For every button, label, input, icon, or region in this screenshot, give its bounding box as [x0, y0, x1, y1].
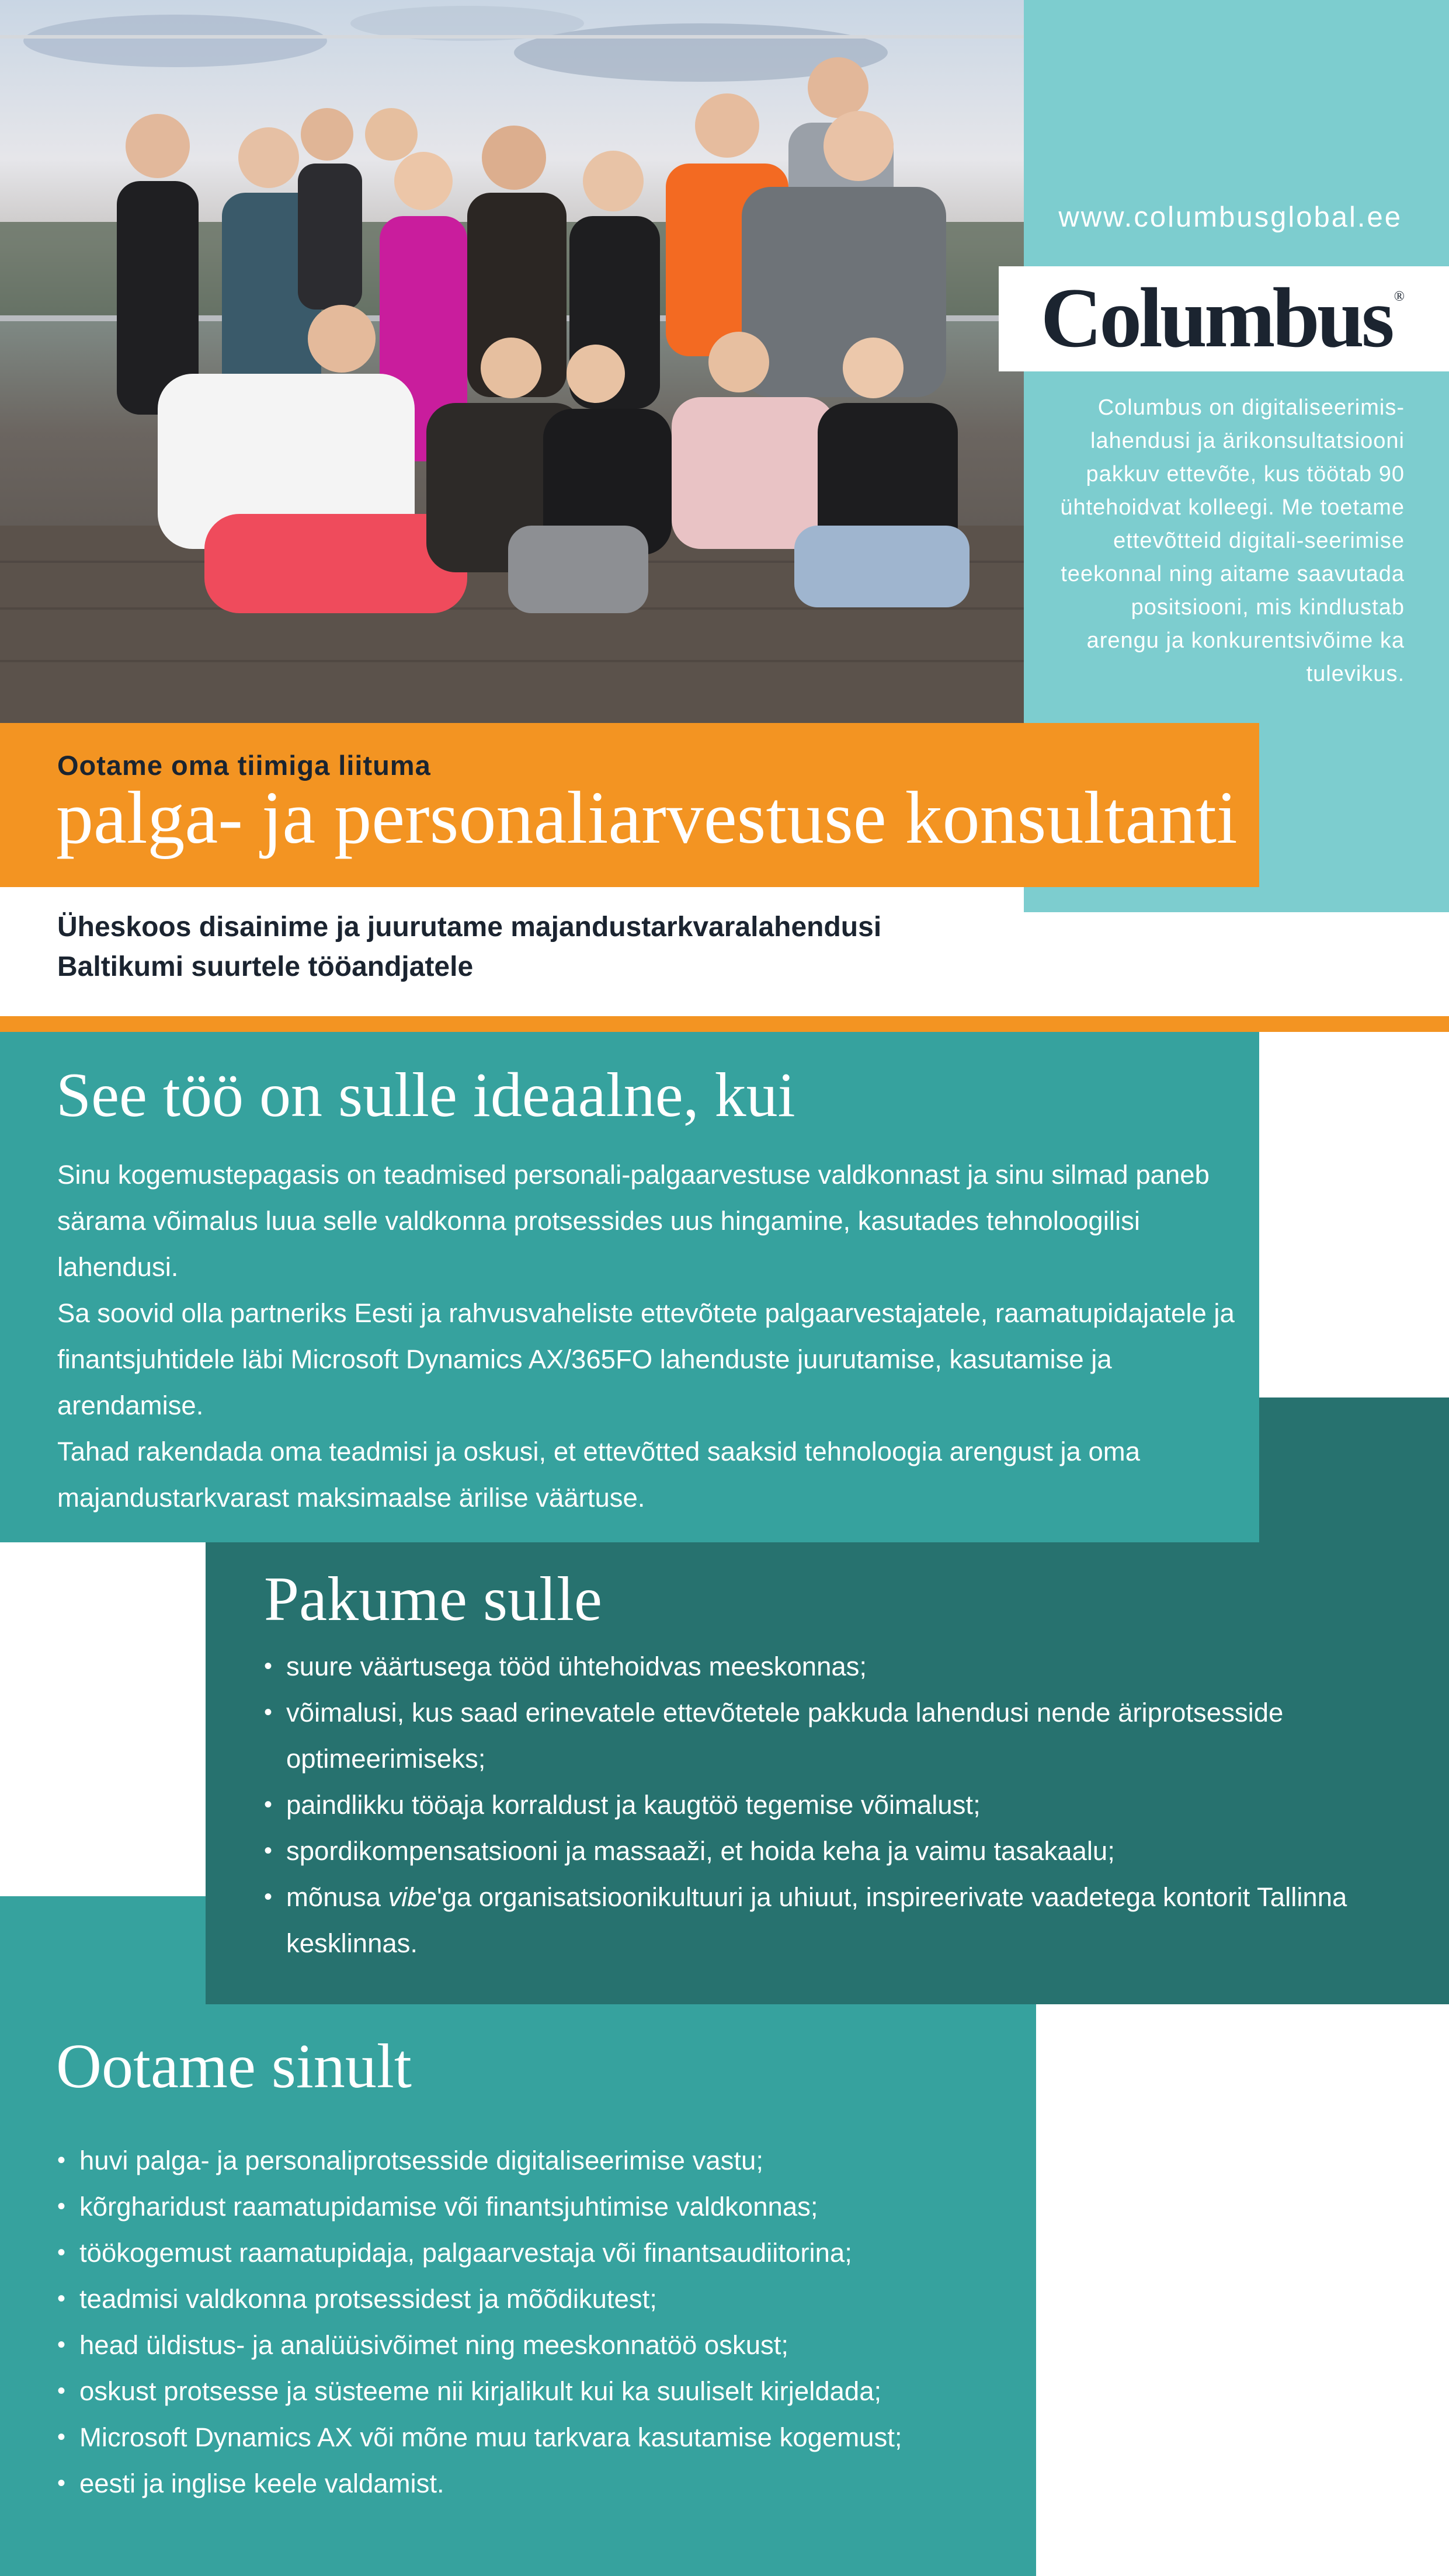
company-intro: Columbus on digitaliseerimis-lahendusi ja ärikonsultatsiooni pakkuv ettevõte, kus töötab 90 ühtehoidvat kolleegi. Me toetame ettevõtteid digitali-seerimise teekonnal ning aitame saavutada positsiooni, mis kindlustab arengu ja konkurentsivõime ka tulevikus. — [1060, 395, 1405, 686]
logo-text: Columbus — [1040, 270, 1392, 365]
list-item: • spordikompensatsiooni ja massaaži, et hoida keha ja vaimu tasakaalu; — [264, 1828, 1426, 1874]
list-item — [264, 1874, 1426, 1966]
team-photo — [0, 0, 1024, 723]
list-item: • võimalusi, kus saad erinevatele ettevõtetele pakkuda lahendusi nende äriprotsesside optimeerimiseks; — [264, 1689, 1426, 1782]
ideal-fit-body — [57, 1152, 1243, 1521]
list-item-emphasis: vibe — [388, 1882, 437, 1912]
registered-mark: ® — [1394, 289, 1405, 304]
subheadline-line-1: Üheskoos disainime ja juurutame majandustarkvaralahendusi — [57, 912, 882, 943]
decorative-block — [1259, 1397, 1449, 1542]
list-item-text: 'ga organisatsioonikultuuri ja uhiuut, inspireerivate vaadetega kontorit Tallinna kesklinnas. — [286, 1882, 1347, 1958]
ideal-fit-paragraph: Sa soovid olla partneriks Eesti ja rahvusvaheliste ettevõtete palgaarvestajatele, raamatupidajatele ja finantsjuhtidele läbi Microsoft Dynamics AX/365FO lahenduste juurutamise, kasutamise ja arendamise. — [57, 1298, 1235, 1420]
requirements-title: Ootame sinult — [56, 2032, 412, 2101]
requirements-list — [57, 2137, 1015, 2507]
list-item: • suure väärtusega tööd ühtehoidvas meeskonnas; — [264, 1643, 1426, 1689]
columbus-logo — [1040, 270, 1405, 365]
list-item: • oskust protsesse ja süsteeme nii kirjalikult kui ka suuliselt kirjeldada; — [57, 2368, 1015, 2414]
list-item: • eesti ja inglise keele valdamist. — [57, 2460, 1015, 2507]
orange-divider — [0, 1016, 1449, 1032]
list-item: • paindlikku tööaja korraldust ja kaugtöö tegemise võimalust; — [264, 1782, 1426, 1828]
subheadline — [57, 908, 1027, 987]
list-item: • teadmisi valdkonna protsessidest ja mõõdikutest; — [57, 2276, 1015, 2322]
decorative-block — [0, 1896, 206, 2004]
list-item: • Microsoft Dynamics AX või mõne muu tarkvara kasutamise kogemust; — [57, 2414, 1015, 2460]
list-item: • kõrgharidust raamatupidamise või finantsjuhtimise valdkonnas; — [57, 2184, 1015, 2230]
list-item-text: mõnusa — [286, 1882, 388, 1912]
ideal-fit-title: See töö on sulle ideaalne, kui — [56, 1061, 795, 1130]
company-url[interactable]: www.columbusglobal.ee — [1058, 201, 1402, 233]
list-item: • head üldistus- ja analüüsivõimet ning meeskonnatöö oskust; — [57, 2322, 1015, 2368]
ideal-fit-paragraph: Sinu kogemustepagasis on teadmised personali-palgaarvestuse valdkonnast ja sinu silmad paneb särama võimalus luua selle valdkonna protsessides uus hingamine, kasutades tehnoloogilisi lahendusi. — [57, 1160, 1210, 1282]
offer-list — [264, 1643, 1426, 1966]
subheadline-line-2: Baltikumi suurtele tööandjatele — [57, 951, 474, 982]
job-title: palga- ja personaliarvestuse konsultanti — [56, 776, 1238, 859]
list-item: • töökogemust raamatupidaja, palgaarvestaja või finantsaudiitorina; — [57, 2230, 1015, 2276]
ideal-fit-paragraph: Tahad rakendada oma teadmisi ja oskusi, et ettevõtted saaksid tehnoloogia arengust ja oma majandustarkvarast maksimaalse ärilise väärtuse. — [57, 1437, 1141, 1513]
headline-kicker: Ootame oma tiimiga liituma — [57, 750, 431, 781]
list-item: • huvi palga- ja personaliprotsesside digitaliseerimise vastu; — [57, 2137, 1015, 2184]
team-photo-illustration — [0, 0, 1024, 723]
offer-title: Pakume sulle — [264, 1565, 602, 1634]
